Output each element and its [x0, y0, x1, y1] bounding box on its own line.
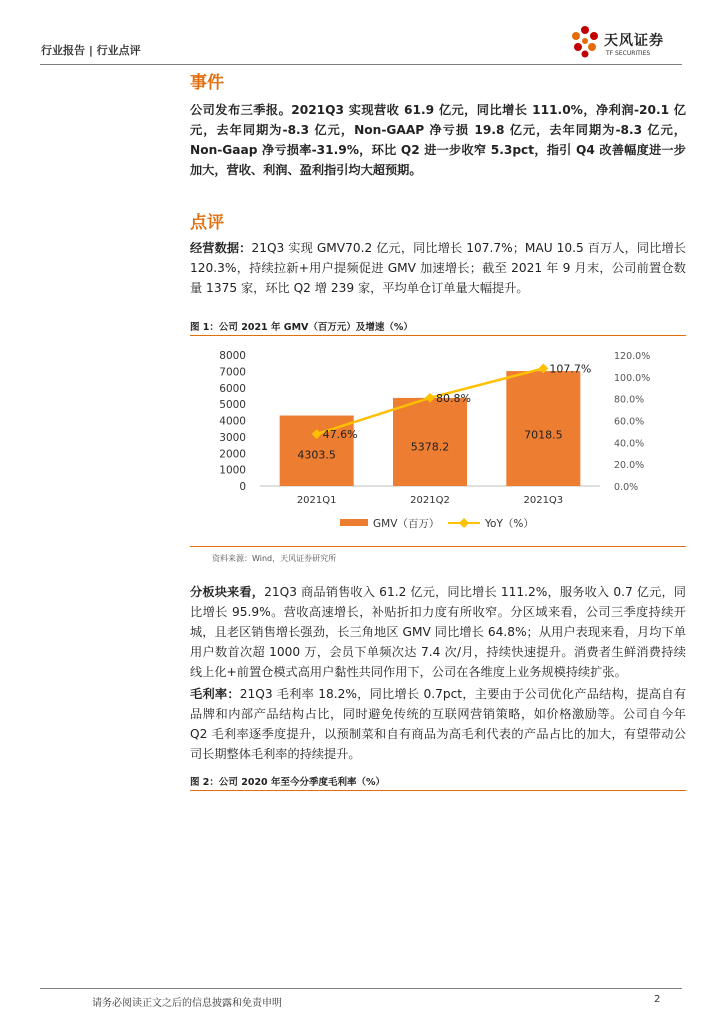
y-left-tick-label: 3000 [219, 431, 246, 444]
page-number: 2 [654, 994, 661, 1005]
operating-data-lead: 经营数据： [190, 241, 252, 255]
legend-gmv-label: GMV（百万） [373, 518, 440, 530]
event-paragraph: 公司发布三季报。2021Q3 实现营收 61.9 亿元，同比增长 111.0%，净利润-20.1 亿元，去年同期为-8.3 亿元，Non-GAAP 净亏损 19.8 亿元，去年同期为-8.3 亿元，Non-Gaap 净亏损率-31.9%，环比 Q2 进一步收窄 5.3pct，指引 Q4 改善幅度进一步加大，营收、利润、盈利指引均大超预期。 [190, 103, 686, 177]
event-title: 事件 [190, 73, 224, 93]
legend-yoy-marker [459, 518, 469, 528]
x-category-label: 2021Q3 [523, 495, 564, 506]
figure1-source: 资料来源：Wind，天风证券研究所 [212, 554, 337, 563]
y-left-tick-label: 0 [239, 481, 246, 493]
yoy-point-label: 47.6% [322, 428, 358, 442]
header-breadcrumb: 行业报告 | 行业点评 [41, 44, 141, 57]
operating-data-text: 21Q3 实现 GMV70.2 亿元，同比增长 107.7%；MAU 10.5 百万人，同比增长 120.3%，持续拉新+用户提频促进 GMV 加速增长；截至 2021 年 9 月末，公司前置仓数量 1375 家，环比 Q2 增 239 家，平均单仓订单量大幅提升。 [190, 241, 686, 295]
review-title: 点评 [190, 213, 224, 233]
logo-text-cn: 天风证券 [604, 33, 664, 49]
segment-paragraph [190, 582, 686, 682]
operating-data-paragraph [190, 238, 686, 298]
y-right-tick-label: 60.0% [614, 416, 645, 428]
y-right-tick-label: 100.0% [614, 372, 651, 384]
y-left-tick-label: 8000 [219, 350, 246, 362]
y-left-tick-label: 1000 [219, 464, 246, 477]
legend-gmv-swatch [340, 519, 368, 526]
x-category-label: 2021Q1 [296, 495, 337, 506]
y-right-tick-label: 20.0% [614, 460, 645, 472]
y-right-tick-label: 120.0% [614, 351, 651, 362]
header-divider [40, 64, 682, 65]
y-left-tick-label: 6000 [219, 382, 246, 395]
figure1-title: 图 1：公司 2021 年 GMV（百万元）及增速（%） [190, 322, 413, 333]
gmv-chart [190, 340, 686, 546]
logo-flower-icon [567, 22, 603, 62]
figure2-top-rule [190, 790, 686, 791]
yoy-point-label: 80.8% [436, 391, 471, 405]
gross-margin-paragraph [190, 684, 686, 764]
gmv-bar-label: 7018.5 [524, 428, 563, 442]
y-left-tick-label: 5000 [219, 399, 246, 412]
x-category-label: 2021Q2 [410, 495, 450, 506]
y-left-tick-label: 4000 [219, 415, 246, 428]
footer-divider [40, 988, 682, 989]
yoy-point-label: 107.7% [549, 362, 592, 376]
segment-text: 21Q3 商品销售收入 61.2 亿元，同比增长 111.2%，服务收入 0.7 亿元，同比增长 95.9%。营收高速增长，补贴折扣力度有所收窄。分区域来看，公司三季度持续开城，且老区销售增长强劲，长三角地区 GMV 同比增长 64.8%；从用户表现来看，月均下单用户数首次超 1000 万，会员下单频次达 7.4 次/月，持续快速提升。消费者生鲜消费持续线上化+前置仓模式高用户黏性共同作用下，公司在各维度上业务规模持续扩张。 [190, 585, 686, 679]
gmv-bar-label: 4303.5 [297, 448, 336, 462]
y-right-tick-label: 40.0% [614, 438, 645, 450]
y-left-tick-label: 2000 [219, 448, 246, 461]
footer-disclaimer: 请务必阅读正文之后的信息披露和免责申明 [92, 998, 282, 1009]
figure2-title: 图 2：公司 2020 年至今分季度毛利率（%） [190, 777, 385, 788]
figure1-top-rule [190, 335, 686, 336]
y-right-tick-label: 80.0% [614, 394, 645, 406]
gross-margin-lead: 毛利率： [190, 687, 240, 701]
gross-margin-text: 21Q3 毛利率 18.2%，同比增长 0.7pct，主要由于公司优化产品结构，提高自有品牌和内部产品结构占比，同时避免传统的互联网营销策略，如价格激励等。公司自今年 Q2 毛利率逐季度提升，以预制菜和自有商品为高毛利代表的产品占比的加大，有望带动公司长期整体毛利率的持续提升。 [190, 687, 687, 761]
y-right-tick-label: 0.0% [614, 482, 639, 493]
segment-lead: 分板块来看， [190, 585, 265, 599]
y-left-tick-label: 7000 [219, 366, 246, 379]
gmv-bar-label: 5378.2 [410, 440, 450, 454]
logo-text-en: TF SECURITIES [606, 50, 651, 57]
company-logo [567, 22, 697, 62]
legend-yoy-label: YoY（%） [485, 518, 534, 530]
figure1-bottom-rule [190, 546, 686, 547]
